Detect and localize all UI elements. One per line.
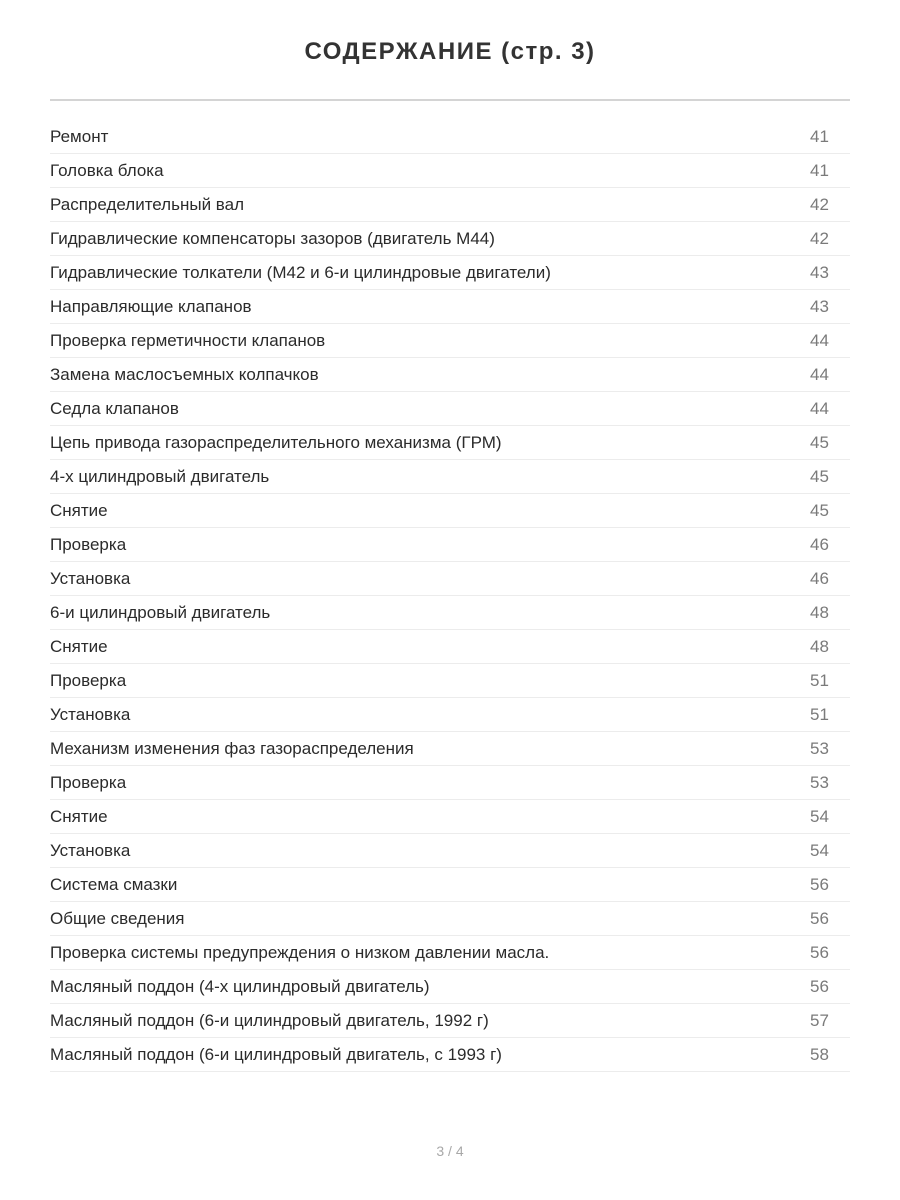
toc-entry-page-number: 44 [810,399,829,418]
toc-entry-page-number: 42 [810,195,829,214]
toc-entry-page-number: 43 [810,297,829,316]
toc-entry-label: Система смазки [50,875,178,894]
toc-entry-page-number: 43 [810,263,829,282]
toc-entry[interactable] [50,1038,850,1072]
toc-entry[interactable] [50,732,850,766]
toc-entry-page-number: 45 [810,501,829,520]
toc-entry-label: Гидравлические толкатели (М42 и 6-и цилиндровые двигатели) [50,263,551,282]
toc-entry[interactable] [50,222,850,256]
toc-entry-label: 6-и цилиндровый двигатель [50,603,271,622]
toc-entry[interactable] [50,324,850,358]
toc-entry-label: Масляный поддон (6-и цилиндровый двигатель, 1992 г) [50,1011,489,1030]
toc-entry-label: Механизм изменения фаз газораспределения [50,739,414,758]
toc-entry-page-number: 51 [810,671,829,690]
toc-entry[interactable] [50,494,850,528]
toc-entry-page-number: 45 [810,433,829,452]
toc-entry-label: Проверка [50,773,127,792]
table-of-contents [50,120,850,1072]
toc-entry[interactable] [50,562,850,596]
toc-entry-label: Направляющие клапанов [50,297,252,316]
toc-entry-page-number: 46 [810,569,829,588]
toc-entry[interactable] [50,290,850,324]
toc-entry-page-number: 44 [810,331,829,350]
toc-entry-label: Снятие [50,807,108,826]
page-title: СОДЕРЖАНИЕ (стр. 3) [304,38,596,65]
toc-entry-label: Установка [50,841,131,860]
toc-entry[interactable] [50,970,850,1004]
title-divider [50,99,850,101]
toc-entry[interactable] [50,936,850,970]
toc-entry-label: Проверка системы предупреждения о низком давлении масла. [50,943,550,962]
toc-entry-label: Седла клапанов [50,399,179,418]
toc-entry[interactable] [50,766,850,800]
toc-entry-label: Масляный поддон (6-и цилиндровый двигатель, с 1993 г) [50,1045,502,1064]
toc-entry-label: Ремонт [50,127,109,146]
toc-entry-page-number: 42 [810,229,829,248]
toc-entry[interactable] [50,358,850,392]
toc-entry-label: Масляный поддон (4-х цилиндровый двигатель) [50,977,430,996]
toc-entry-label: Распределительный вал [50,195,244,214]
toc-entry-page-number: 56 [810,943,829,962]
toc-entry-label: Цепь привода газораспределительного механизма (ГРМ) [50,433,502,452]
toc-entry[interactable] [50,800,850,834]
toc-entry-label: Снятие [50,637,108,656]
toc-entry[interactable] [50,460,850,494]
toc-entry[interactable] [50,528,850,562]
toc-entry-page-number: 46 [810,535,829,554]
toc-entry-page-number: 41 [810,127,829,146]
toc-entry[interactable] [50,1004,850,1038]
toc-entry[interactable] [50,868,850,902]
toc-entry-page-number: 51 [810,705,829,724]
page-counter: 3 / 4 [436,1143,464,1159]
toc-entry-page-number: 48 [810,637,829,656]
toc-entry-page-number: 54 [810,841,829,860]
toc-entry-label: Установка [50,705,131,724]
toc-entry-page-number: 53 [810,739,829,758]
toc-entry[interactable] [50,698,850,732]
toc-entry-label: Установка [50,569,131,588]
toc-entry-label: Общие сведения [50,909,185,928]
toc-entry[interactable] [50,256,850,290]
toc-entry[interactable] [50,392,850,426]
toc-entry[interactable] [50,154,850,188]
toc-entry-page-number: 44 [810,365,829,384]
toc-entry-page-number: 53 [810,773,829,792]
toc-entry[interactable] [50,664,850,698]
toc-entry-label: Замена маслосъемных колпачков [50,365,319,384]
toc-entry-page-number: 56 [810,909,829,928]
toc-entry[interactable] [50,120,850,154]
toc-entry-label: Снятие [50,501,108,520]
toc-entry-label: 4-х цилиндровый двигатель [50,467,270,486]
toc-entry[interactable] [50,188,850,222]
toc-entry[interactable] [50,902,850,936]
toc-entry[interactable] [50,630,850,664]
toc-entry-page-number: 45 [810,467,829,486]
toc-entry-page-number: 56 [810,977,829,996]
toc-entry-page-number: 41 [810,161,829,180]
toc-entry-page-number: 57 [810,1011,829,1030]
toc-entry[interactable] [50,426,850,460]
toc-entry-label: Гидравлические компенсаторы зазоров (двигатель М44) [50,229,495,248]
toc-entry[interactable] [50,834,850,868]
toc-entry-label: Проверка [50,671,127,690]
toc-entry-page-number: 56 [810,875,829,894]
toc-entry[interactable] [50,596,850,630]
toc-entry-page-number: 48 [810,603,829,622]
toc-entry-label: Проверка герметичности клапанов [50,331,326,350]
toc-entry-label: Головка блока [50,161,164,180]
toc-entry-label: Проверка [50,535,127,554]
toc-entry-page-number: 54 [810,807,829,826]
toc-entry-page-number: 58 [810,1045,829,1064]
